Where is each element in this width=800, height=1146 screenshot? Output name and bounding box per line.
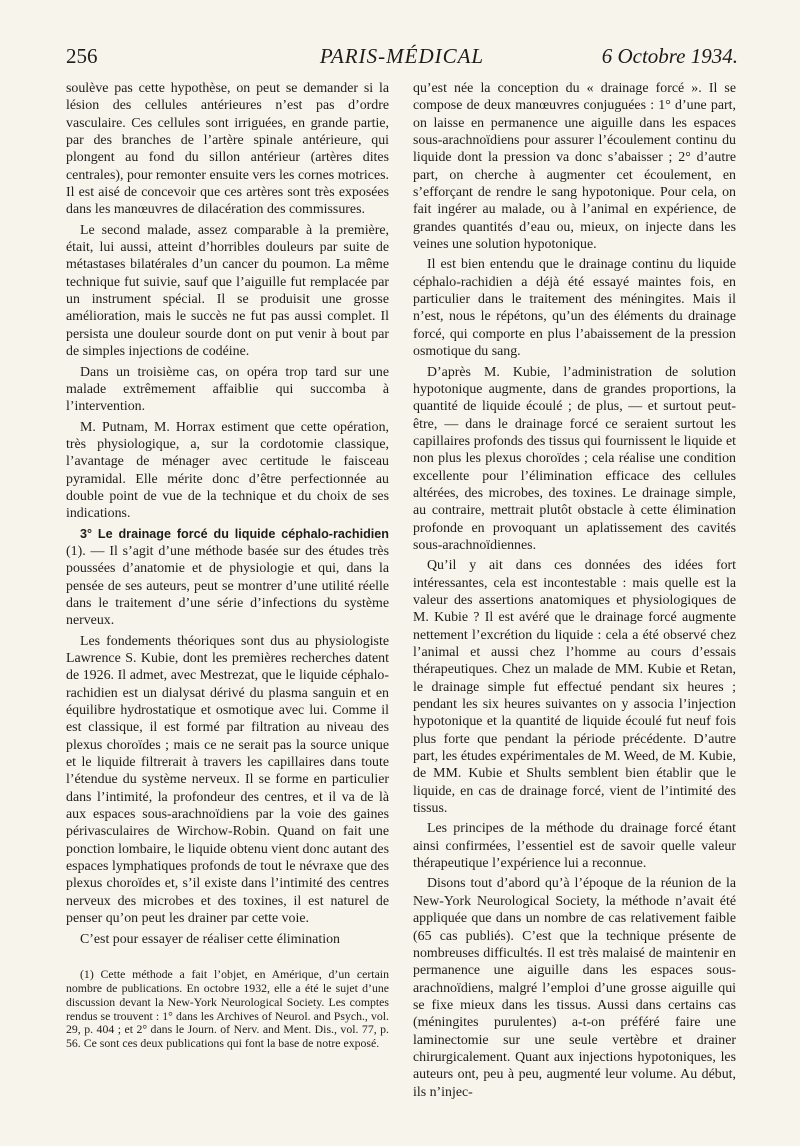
running-header: [66, 40, 738, 74]
paragraph: M. Putnam, M. Horrax estiment que cette opération, très physiologique, a, sur la cordotomie classique, l’avantage de ménager avec certitude le faisceau pyramidal. Elle mérite donc d’être perfectionnée au double point de vue de la technique et du choix de ses indications.: [66, 419, 389, 522]
section-heading: 3° Le drainage forcé du liquide céphalo-rachidien: [80, 526, 389, 541]
paragraph: Qu’il y ait dans ces données des idées fort intéressantes, cela est incontestable : mais quelle est la valeur des assertions anatomiques et physiologiques de M. Kubie ? Il est avéré que le drainage forcé augmente nettement l’excrétion du liquide : cela a été observé chez l’animal et aussi chez l’homme au cours d’essais thérapeutiques. Chez un malade de MM. Kubie et Retan, le drainage simple fut effectué pendant six heures ; pendant les six heures suivantes on y associa l’injection hypotonique et la quantité de liquide écoulé fut neuf fois plus forte que pendant la période précédente. D’autre part, les études expérimentales de M. Weed, de M. Kubie, de MM. Kubie et Shults semblent bien établir que le liquide, en cas de drainage forcé, vient de l’intimité des tissus.: [413, 558, 736, 817]
footnote-ref: (1). —: [66, 543, 110, 559]
paragraph: Le second malade, assez comparable à la première, était, lui aussi, atteint d’horribles douleurs par suite de métastases bilatérales d’un cancer du poumon. La même technique fut suivie, sauf que l’aiguille fut remplacée par un instrument spécial. Il se produisit une grosse amélioration, mais le succès ne fut pas aussi complet. Il persista une douleur sourde dont on put venir à bout par de simples injections de codéine.: [66, 222, 389, 360]
paragraph: Les principes de la méthode du drainage forcé étant ainsi confirmées, l’essentiel est de savoir quelle valeur thérapeutique l’expérience lui a reconnue.: [413, 821, 736, 872]
issue-date: 6 Octobre 1934.: [601, 44, 738, 68]
footnote: (1) Cette méthode a fait l’objet, en Amérique, d’un certain nombre de publications. En octobre 1932, elle a été le sujet d’une discussion devant la New-York Neurological Society. Les comptes rendus se trouvent : 1° dans les Archives of Neurol. and Psych., vol. 29, p. 404 ; et 2° dans le Journ. of Nerv. and Ment. Dis., vol. 77, p. 56. Ce sont ces deux publications qui font la base de notre exposé.: [66, 966, 389, 1051]
journal-title: PARIS-MÉDICAL: [319, 44, 485, 68]
paragraph: C’est pour essayer de réaliser cette élimination: [80, 931, 340, 947]
paragraph: D’après M. Kubie, l’administration de solution hypotonique augmente, dans de grandes proportions, la quantité de liquide écoulé ; de plus, — et surtout peut-être, — dans le drainage forcé ce seraient surtout les capillaires profonds des tissus qui fournissent le liquide et non plus les plexus choroïdes ; cela réalise une condition excellente pour l’élimination efficace des cellules altérées, des microbes, des toxines. Le drainage simple, au contraire, mettrait plutôt obstacle à cette élimination profonde en provoquant un aplatissement des cavités sous-arachnoïdiennes.: [413, 364, 736, 553]
paragraph: qu’est née la conception du « drainage forcé ». Il se compose de deux manœuvres conjuguées : 1° d’une part, on laisse en permanence une aiguille dans les espaces sous-arachnoïdiens pour assurer l’écoulement continu du liquide dont la pression va donc s’abaisser ; 2° d’autre part, on cherche à augmenter cet écoulement, en s’efforçant de rendre le sang hypotonique. Pour cela, on fait ingérer au malade, ou à l’animal en expérience, de grandes quantités d’eau ou, mieux, on injecte dans les veines une solution hypotonique.: [413, 81, 736, 253]
section-paragraph: [66, 526, 389, 630]
left-column: [66, 80, 389, 1051]
page-number: 256: [66, 44, 98, 68]
paragraph: Il est bien entendu que le drainage continu du liquide céphalo-rachidien a déjà été essayé maintes fois, en particulier dans le traitement des méningites. Mais il n’est, nous le répétons, qu’un des éléments du drainage forcé, qui comporte en plus l’abaissement de la pression osmotique du sang.: [413, 257, 736, 360]
paragraph: Les fondements théoriques sont dus au physiologiste Lawrence S. Kubie, dont les premières recherches datent de 1926. Il admet, avec Mestrezat, que le liquide céphalo-rachidien est un dialysat dérivé du plasma sanguin et en équilibre hydrostatique et osmotique avec lui. Comme il est classique, il est formé par filtration au niveau des plexus choroïdes ; mais ce ne serait pas la source unique et le liquide filtrerait à travers les capillaires dans toute l’étendue du système nerveux. Il se forme en particulier dans l’intimité, la profondeur des centres, et il va de là aux espaces sous-arachnoïdiens par la voie des gaines périvasculaires de Wirchow-Robin. Quand on fait une ponction lombaire, le liquide obtenu vient donc autant des espaces lymphatiques profonds de tout le névraxe que des plexus choroïdes et, s’il existe dans l’intimité des centres nerveux des microbes et des toxines, il est naturel de penser qu’on peut les drainer par cette voie.: [66, 633, 389, 927]
section-text: Il s’agit d’une méthode basée sur des études très poussées d’anatomie et de physiologie et qui, dans la pensée de ses auteurs, peut se montrer d’une utilité réelle dans le traitement d’une série d’infections du système nerveux.: [66, 543, 389, 629]
footnotes: [66, 968, 389, 1051]
paragraph: Dans un troisième cas, on opéra trop tard sur une malade extrêmement affaiblie qui succomba à l’intervention.: [66, 364, 389, 415]
paragraph: soulève pas cette hypothèse, on peut se demander si la lésion des cellules antérieures n’est pas d’ordre vasculaire. Ces cellules sont irriguées, en grande partie, par des branches de l’artère spinale antérieure, qui plongent au fond du sillon antérieur (artères dites centrales), pour remonter ensuite vers les cornes motrices. Il est aisé de concevoir que ces artères sont très exposées dans les manœuvres de dilacération des commissures.: [66, 81, 389, 218]
paragraph: Disons tout d’abord qu’à l’époque de la réunion de la New-York Neurological Society, la méthode n’avait été appliquée que dans un nombre de cas relativement faible (65 cas publiés). C’est que la technique présente de nombreuses difficultés. Il est très malaisé de maintenir en permanence une aiguille dans les espaces sous-arachnoïdiens, malgré l’emploi d’une grosse aiguille qui se fixe mieux dans les tissus. Aussi dans certains cas (méningites purulentes) a-t-on préféré faire une laminectomie sur une seule vertèbre et drainer chirurgicalement. Quant aux injections hypotoniques, les auteurs ont, peu à peu, augmenté leur volume. Au début, ils n’injec-: [413, 876, 736, 1100]
right-column: [413, 80, 736, 1101]
